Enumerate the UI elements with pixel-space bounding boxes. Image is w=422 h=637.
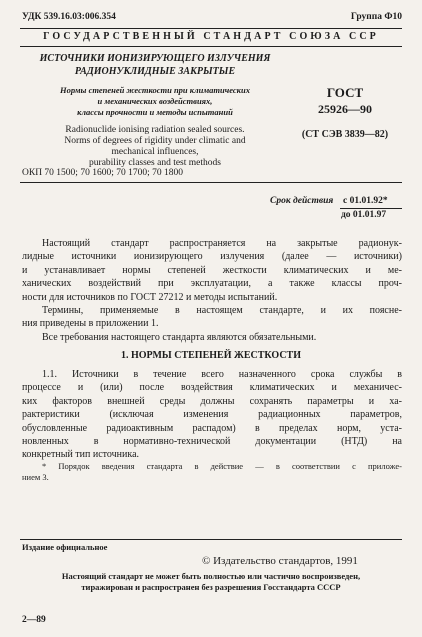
validity-from: с 01.01.92* bbox=[343, 196, 388, 206]
title-ru-main-1: ИСТОЧНИКИ ИОНИЗИРУЮЩЕГО ИЗЛУЧЕНИЯ bbox=[39, 53, 271, 64]
validity-to: до 01.01.97 bbox=[341, 210, 387, 220]
title-ru-sub-3: классы прочности и методы испытаний bbox=[77, 107, 233, 117]
validity-rule bbox=[340, 208, 402, 209]
intro-paragraph-1 bbox=[22, 237, 402, 304]
intro-p2-line: Термины, применяемые в настоящем стандарте, и их поясне- bbox=[42, 305, 402, 316]
section-1-line: обусловленные радиоактивным распадом) в пределах норм, уста- bbox=[22, 422, 402, 434]
group-code: Группа Ф10 bbox=[350, 12, 402, 22]
gost-label: ГОСТ bbox=[326, 85, 364, 100]
title-ru-main-2: РАДИОНУКЛИДНЫЕ ЗАКРЫТЫЕ bbox=[74, 66, 236, 77]
gost-number: 25926—90 bbox=[318, 102, 372, 116]
footnote bbox=[22, 461, 402, 483]
section-1-line: ких факторов внешней среды должны сохранять параметры и ха- bbox=[22, 395, 402, 407]
banner-bottom-rule bbox=[20, 46, 402, 47]
intro-p3-line: Все требования настоящего стандарта являются обязательными. bbox=[42, 332, 317, 343]
reproduction-notice-1: Настоящий стандарт не может быть полностью или частично воспроизведен, bbox=[61, 571, 361, 581]
reproduction-notice-2: тиражирован и распространен без разрешения Госстандарта СССР bbox=[81, 582, 341, 592]
footer-rule bbox=[20, 539, 402, 540]
intro-p1-line: лидные источники ионизирующего излучения (далее — источники) bbox=[22, 251, 402, 263]
title-ru-sub-1: Нормы степеней жесткости при климатических bbox=[60, 85, 250, 95]
section-1-line: новленных в нормативно-технической документации (НТД) на bbox=[22, 436, 402, 448]
section-1-paragraph bbox=[22, 368, 402, 462]
state-standard-banner: ГОСУДАРСТВЕННЫЙ СТАНДАРТ СОЮЗА ССР bbox=[43, 31, 379, 42]
top-rule bbox=[20, 28, 402, 29]
intro-p1-line: ности для источников по ГОСТ 27212 и методы испытаний. bbox=[22, 291, 278, 303]
section-1-line: процессе и (или) после воздействия климатических и механичес- bbox=[22, 382, 402, 394]
intro-paragraph-2 bbox=[22, 304, 402, 331]
title-bottom-rule bbox=[20, 182, 402, 183]
intro-p1-line: и устанавливает нормы степеней жесткости климатических и ме- bbox=[22, 264, 402, 276]
intro-p1-line: ханических воздействий при эксплуатации, а также классы проч- bbox=[22, 278, 402, 290]
title-en-2: Norms of degrees of rigidity under climatic and bbox=[64, 136, 246, 146]
udk-code: УДК 539.16.03:006.354 bbox=[22, 12, 116, 22]
intro-p2-line: ния приведены в приложении 1. bbox=[22, 318, 159, 330]
intro-paragraph-3 bbox=[22, 331, 402, 344]
okp-codes: ОКП 70 1500; 70 1600; 70 1700; 70 1800 bbox=[22, 168, 183, 178]
official-edition: Издание официальное bbox=[22, 542, 108, 552]
title-en-1: Radionuclide ionising radiation sealed sources. bbox=[65, 125, 245, 135]
section-1-line: конкретный тип источника. bbox=[22, 449, 140, 461]
section-1-heading: 1. НОРМЫ СТЕПЕНЕЙ ЖЕСТКОСТИ bbox=[121, 350, 301, 361]
section-1-line: 1.1. Источники в течение всего назначенного срока службы в bbox=[42, 369, 402, 380]
title-ru-sub-2: и механических воздействиях, bbox=[97, 96, 213, 106]
intro-p1-line: Настоящий стандарт распространяется на закрытые радионук- bbox=[42, 238, 402, 249]
page-number: 2—89 bbox=[22, 615, 46, 625]
title-en-3: mechanical influences, bbox=[111, 147, 199, 157]
st-sev-number: (СТ СЭВ 3839—82) bbox=[301, 129, 389, 140]
footnote-line: нием 3. bbox=[22, 472, 49, 482]
copyright: © Издательство стандартов, 1991 bbox=[202, 555, 358, 567]
validity-label: Срок действия bbox=[270, 196, 334, 206]
section-1-line: рактеристики (исключая изменения радиационных параметров, bbox=[22, 409, 402, 421]
title-en-4: purability classes and test methods bbox=[89, 158, 221, 168]
footnote-line: * Порядок введения стандарта в действие — в соответствии с приложе- bbox=[42, 461, 402, 471]
